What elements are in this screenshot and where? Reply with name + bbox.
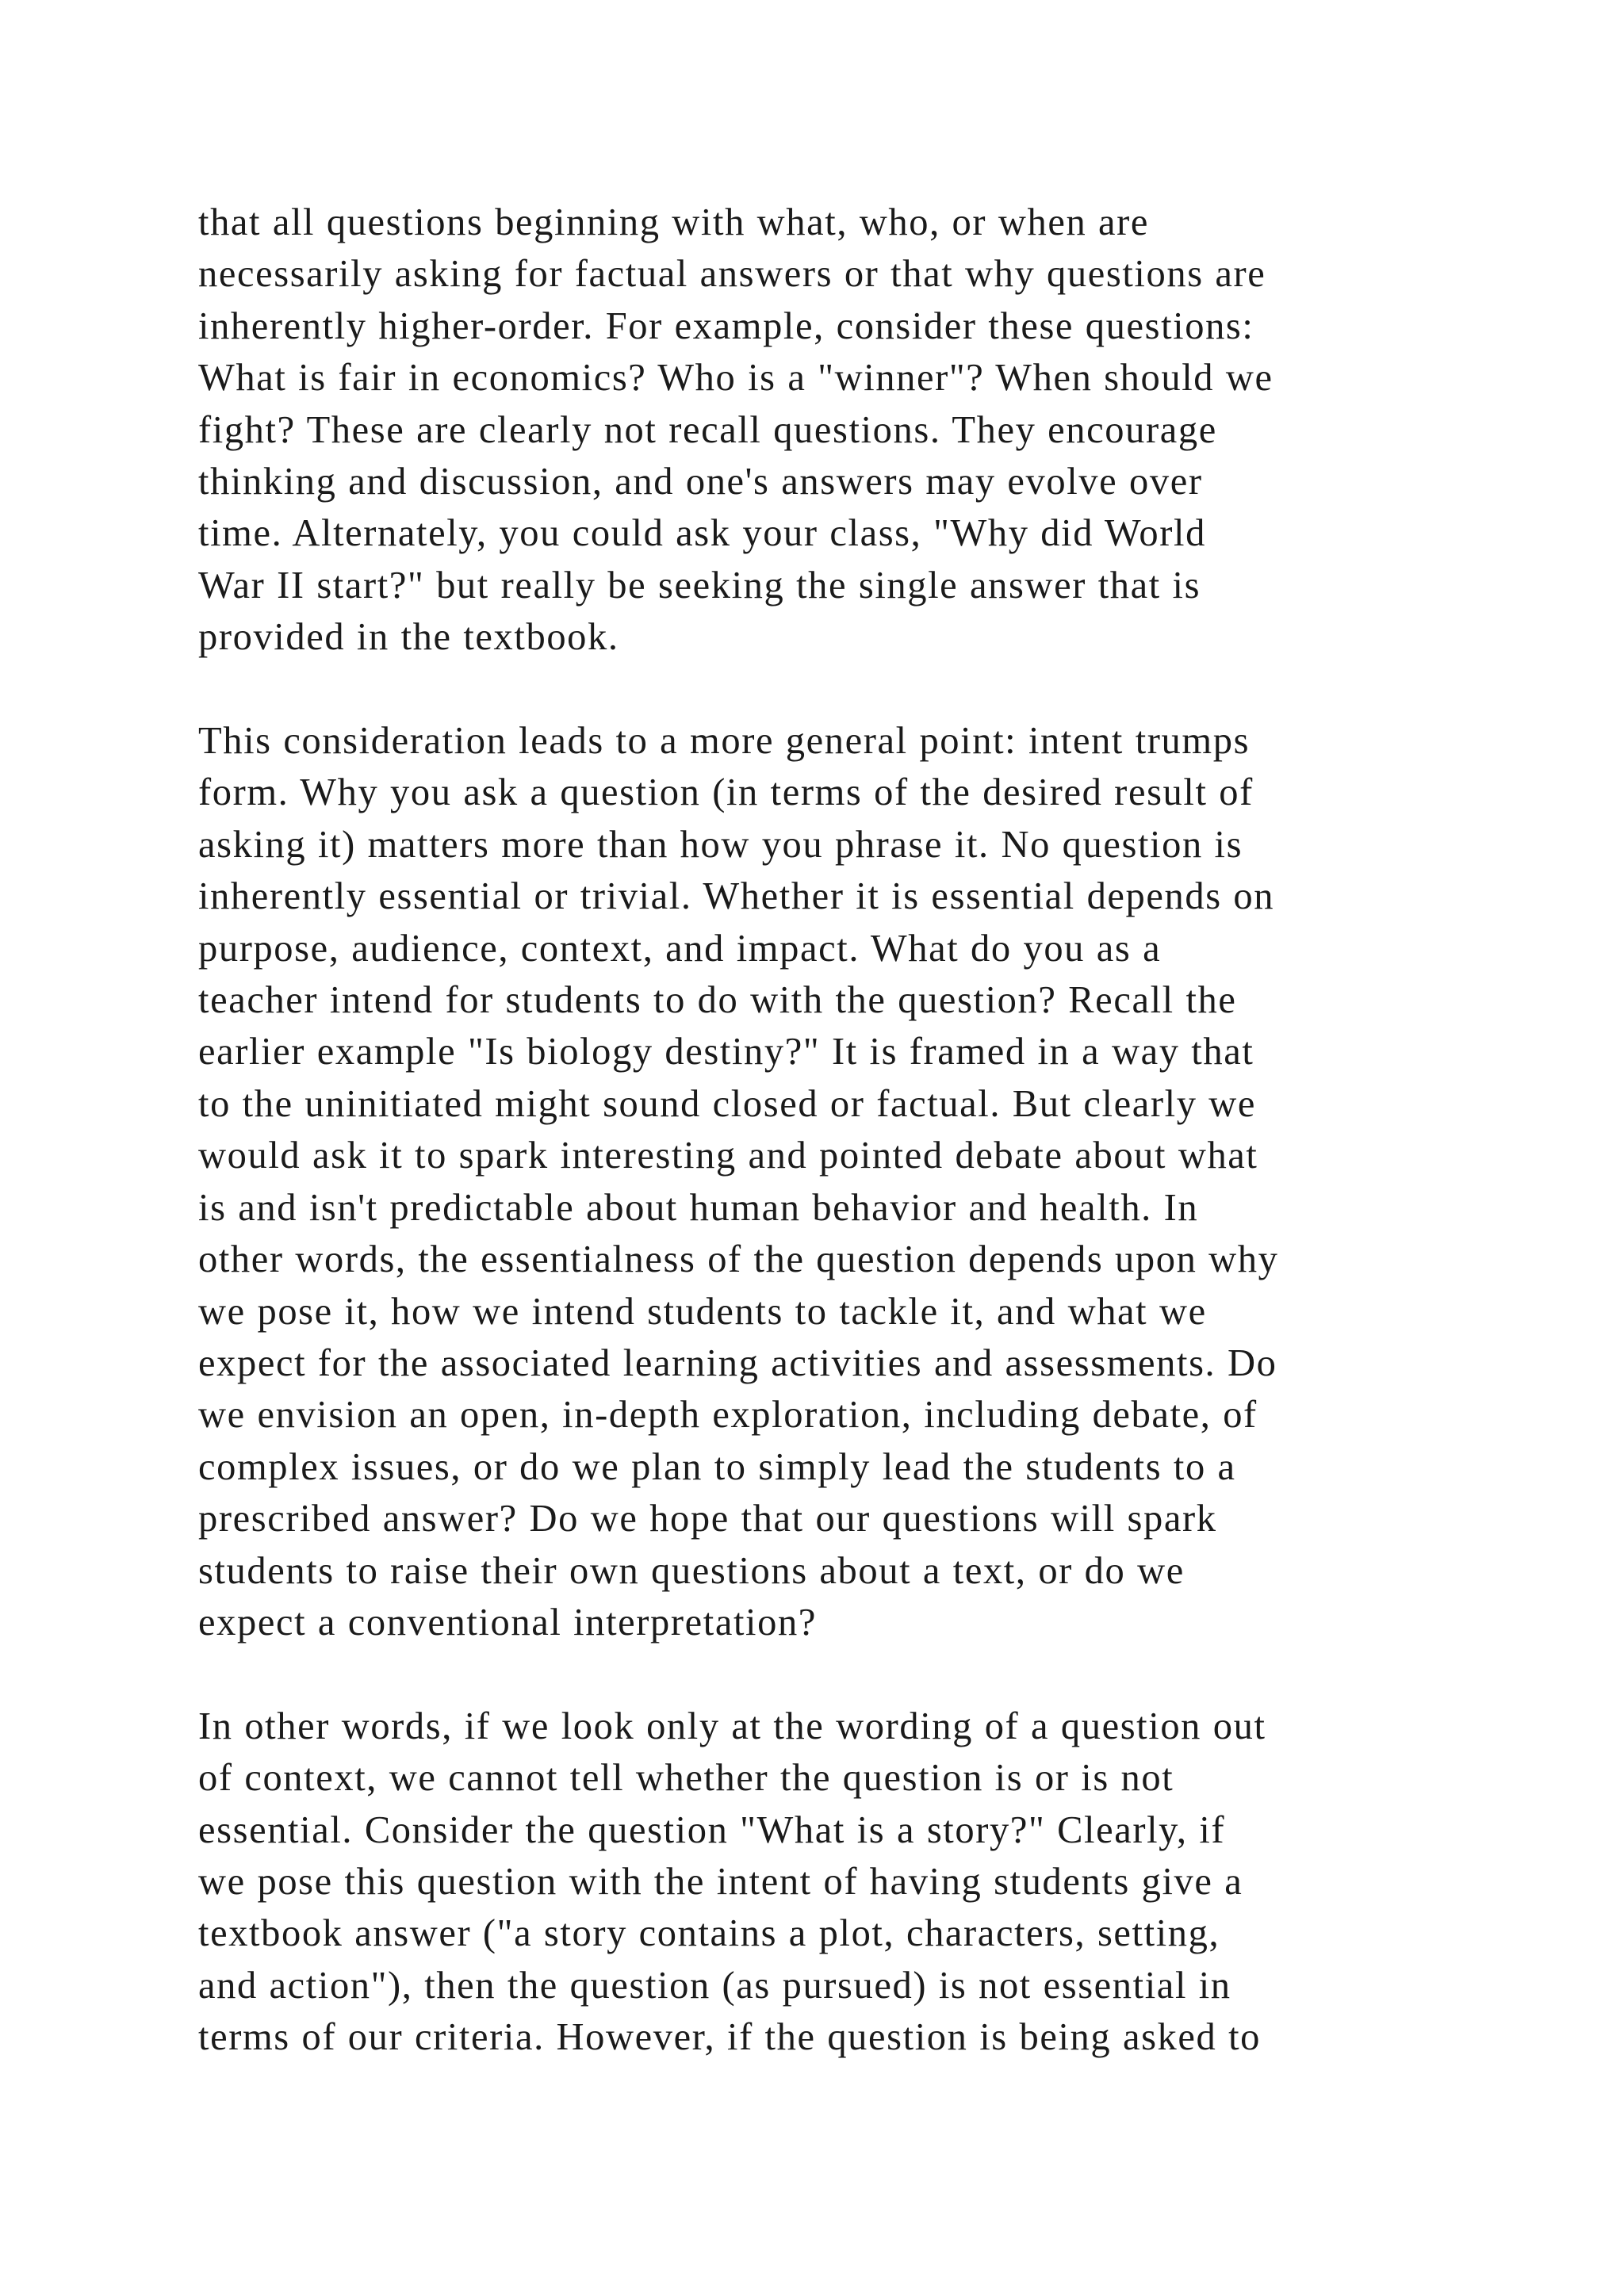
paragraph-3 (198, 1701, 1467, 2064)
text-line: terms of our criteria. However, if the question is being asked to (198, 2016, 1262, 2059)
text-line: purpose, audience, context, and impact. What do you as a (198, 927, 1162, 970)
text-line: In other words, if we look only at the wording of a question out (198, 1705, 1266, 1747)
text-line: time. Alternately, you could ask your class, "Why did World (198, 512, 1206, 555)
text-line: expect for the associated learning activities and assessments. Do (198, 1341, 1277, 1384)
body-text (198, 197, 1467, 2115)
text-line: thinking and discussion, and one's answers may evolve over (198, 461, 1203, 503)
text-line: fight? These are clearly not recall questions. They encourage (198, 408, 1217, 451)
paragraph-1 (198, 197, 1467, 664)
text-line: form. Why you ask a question (in terms of the desired result of (198, 771, 1254, 814)
text-line: What is fair in economics? Who is a "winner"? When should we (198, 357, 1274, 400)
text-line: necessarily asking for factual answers or that why questions are (198, 253, 1266, 296)
text-line: War II start?" but really be seeking the single answer that is (198, 564, 1201, 607)
text-line: students to raise their own questions about a text, or do we (198, 1549, 1185, 1592)
text-line: prescribed answer? Do we hope that our questions will spark (198, 1498, 1217, 1540)
text-line: inherently essential or trivial. Whether it is essential depends on (198, 875, 1275, 918)
text-line: other words, the essentialness of the question depends upon why (198, 1238, 1279, 1281)
text-line: earlier example "Is biology destiny?" It is framed in a way that (198, 1031, 1254, 1073)
paragraph-2 (198, 715, 1467, 1648)
text-line: we envision an open, in-depth exploration, including debate, of (198, 1394, 1258, 1437)
text-line: we pose it, how we intend students to tackle it, and what we (198, 1290, 1207, 1333)
text-line: expect a conventional interpretation? (198, 1601, 817, 1644)
text-line: asking it) matters more than how you phrase it. No question is (198, 823, 1243, 866)
text-line: teacher intend for students to do with the question? Recall the (198, 979, 1237, 1022)
text-line: complex issues, or do we plan to simply lead the students to a (198, 1445, 1236, 1488)
text-line: of context, we cannot tell whether the question is or is not (198, 1757, 1174, 1800)
text-line: that all questions beginning with what, who, or when are (198, 201, 1150, 243)
text-line: essential. Consider the question "What is a story?" Clearly, if (198, 1808, 1226, 1851)
text-line: to the uninitiated might sound closed or factual. But clearly we (198, 1082, 1257, 1125)
text-line: This consideration leads to a more general point: intent trumps (198, 720, 1251, 763)
text-line: is and isn't predictable about human behavior and health. In (198, 1186, 1199, 1229)
text-line: would ask it to spark interesting and pointed debate about what (198, 1135, 1258, 1177)
text-line: textbook answer ("a story contains a plot, characters, setting, (198, 1912, 1220, 1955)
text-line: inherently higher-order. For example, consider these questions: (198, 304, 1254, 347)
text-line: and action"), then the question (as pursued) is not essential in (198, 1964, 1231, 2007)
text-line: provided in the textbook. (198, 616, 619, 659)
text-line: we pose this question with the intent of having students give a (198, 1860, 1243, 1903)
